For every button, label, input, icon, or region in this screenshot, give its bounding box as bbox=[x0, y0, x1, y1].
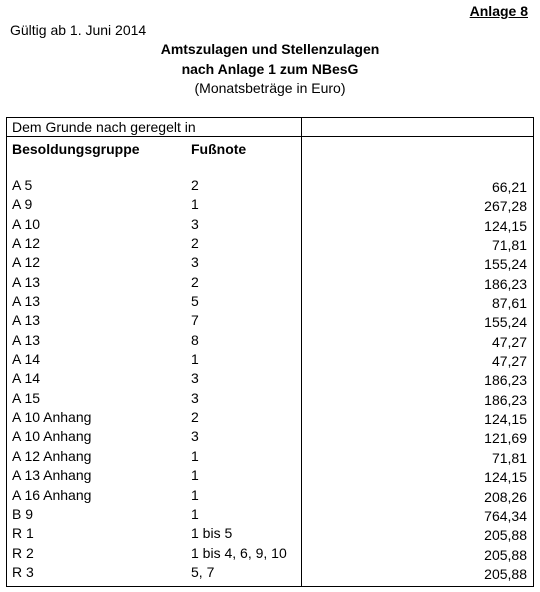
table-row bbox=[7, 562, 533, 581]
footnote-cell: 1 bbox=[191, 447, 199, 464]
grade-cell: R 1 bbox=[12, 525, 34, 542]
footnote-cell: 7 bbox=[191, 312, 199, 329]
table-row bbox=[7, 388, 533, 407]
amount-cell: 66,21 bbox=[491, 179, 527, 195]
amount-cell: 124,15 bbox=[484, 411, 527, 428]
footnote-cell: 1 bbox=[191, 486, 199, 503]
footnote-cell: 3 bbox=[191, 370, 199, 387]
validity-date: Gültig ab 1. Juni 2014 bbox=[10, 22, 147, 38]
amount-cell: 155,24 bbox=[484, 256, 527, 273]
table-row bbox=[7, 446, 533, 465]
grade-cell: A 16 Anhang bbox=[12, 486, 92, 503]
grade-cell: A 12 Anhang bbox=[12, 447, 92, 464]
amount-cell: 208,26 bbox=[484, 488, 527, 505]
table-row bbox=[7, 426, 533, 445]
table-row bbox=[7, 465, 533, 484]
amount-cell: 47,27 bbox=[491, 353, 527, 370]
table-group-label: Dem Grunde nach geregelt in bbox=[12, 119, 196, 135]
column-header-footnote: Fußnote bbox=[191, 141, 247, 157]
grade-cell: R 3 bbox=[12, 563, 34, 580]
grade-cell: A 10 Anhang bbox=[12, 428, 92, 445]
amount-cell: 205,88 bbox=[484, 527, 527, 544]
amount-cell: 47,27 bbox=[491, 333, 527, 350]
document-subtitle: nach Anlage 1 zum NBesG bbox=[181, 61, 359, 77]
header-divider bbox=[7, 136, 533, 137]
table-row bbox=[7, 368, 533, 387]
footnote-cell: 1 bis 5 bbox=[191, 525, 233, 542]
grade-cell: A 13 bbox=[12, 331, 41, 348]
grade-cell: B 9 bbox=[12, 505, 34, 522]
amount-cell: 71,81 bbox=[491, 449, 527, 466]
footnote-cell: 3 bbox=[191, 215, 199, 232]
footnote-cell: 1 bbox=[191, 505, 199, 522]
amount-cell: 267,28 bbox=[484, 198, 527, 215]
table-row bbox=[7, 272, 533, 291]
table-row bbox=[7, 233, 533, 252]
footnote-cell: 8 bbox=[191, 331, 199, 348]
grade-cell: A 9 bbox=[12, 196, 33, 213]
table-row bbox=[7, 214, 533, 233]
grade-cell: A 14 bbox=[12, 351, 41, 368]
footnote-cell: 1 bbox=[191, 196, 199, 213]
table-row bbox=[7, 504, 533, 523]
table-row bbox=[7, 310, 533, 329]
amount-cell: 186,23 bbox=[484, 275, 527, 292]
amount-cell: 71,81 bbox=[491, 237, 527, 254]
grade-cell: A 5 bbox=[12, 177, 33, 193]
currency-note: (Monatsbeträge in Euro) bbox=[194, 80, 346, 96]
document-title: Amtszulagen und Stellenzulagen bbox=[160, 41, 380, 57]
grade-cell: A 12 bbox=[12, 254, 41, 271]
table-row bbox=[7, 330, 533, 349]
footnote-cell: 3 bbox=[191, 389, 199, 406]
table-row bbox=[7, 175, 533, 194]
table-row bbox=[7, 194, 533, 213]
grade-cell: A 13 bbox=[12, 293, 41, 310]
table-row bbox=[7, 485, 533, 504]
footnote-cell: 5, 7 bbox=[191, 563, 215, 580]
amount-cell: 205,88 bbox=[484, 565, 527, 582]
table-row bbox=[7, 543, 533, 562]
amount-cell: 121,69 bbox=[484, 430, 527, 447]
amount-cell: 205,88 bbox=[484, 546, 527, 563]
amount-cell: 186,23 bbox=[484, 372, 527, 389]
footnote-cell: 5 bbox=[191, 293, 199, 310]
grade-cell: A 12 bbox=[12, 235, 41, 252]
table-row bbox=[7, 349, 533, 368]
table-row bbox=[7, 252, 533, 271]
footnote-cell: 2 bbox=[191, 409, 199, 426]
grade-cell: A 10 bbox=[12, 215, 41, 232]
footnote-cell: 2 bbox=[191, 177, 199, 193]
table-row bbox=[7, 407, 533, 426]
footnote-cell: 1 bbox=[191, 467, 199, 484]
amount-cell: 155,24 bbox=[484, 314, 527, 331]
grade-cell: A 10 Anhang bbox=[12, 409, 92, 426]
footnote-cell: 1 bbox=[191, 351, 199, 368]
amount-cell: 124,15 bbox=[484, 469, 527, 486]
grade-cell: A 13 Anhang bbox=[12, 467, 92, 484]
column-header-grade: Besoldungsgruppe bbox=[12, 141, 140, 157]
grade-cell: A 14 bbox=[12, 370, 41, 387]
grade-cell: A 13 bbox=[12, 273, 41, 290]
footnote-cell: 2 bbox=[191, 273, 199, 290]
grade-cell: R 2 bbox=[12, 544, 34, 561]
grade-cell: A 15 bbox=[12, 389, 41, 406]
footnote-cell: 1 bis 4, 6, 9, 10 bbox=[191, 544, 287, 561]
amount-cell: 124,15 bbox=[484, 217, 527, 234]
table-row bbox=[7, 291, 533, 310]
table-row bbox=[7, 523, 533, 542]
footnote-cell: 3 bbox=[191, 254, 199, 271]
footnote-cell: 2 bbox=[191, 235, 199, 252]
allowance-table bbox=[6, 117, 534, 587]
amount-cell: 764,34 bbox=[484, 507, 527, 524]
amount-cell: 186,23 bbox=[484, 391, 527, 408]
amount-cell: 87,61 bbox=[491, 295, 527, 312]
table-body bbox=[7, 175, 533, 581]
annex-label: Anlage 8 bbox=[469, 3, 528, 19]
footnote-cell: 3 bbox=[191, 428, 199, 445]
grade-cell: A 13 bbox=[12, 312, 41, 329]
